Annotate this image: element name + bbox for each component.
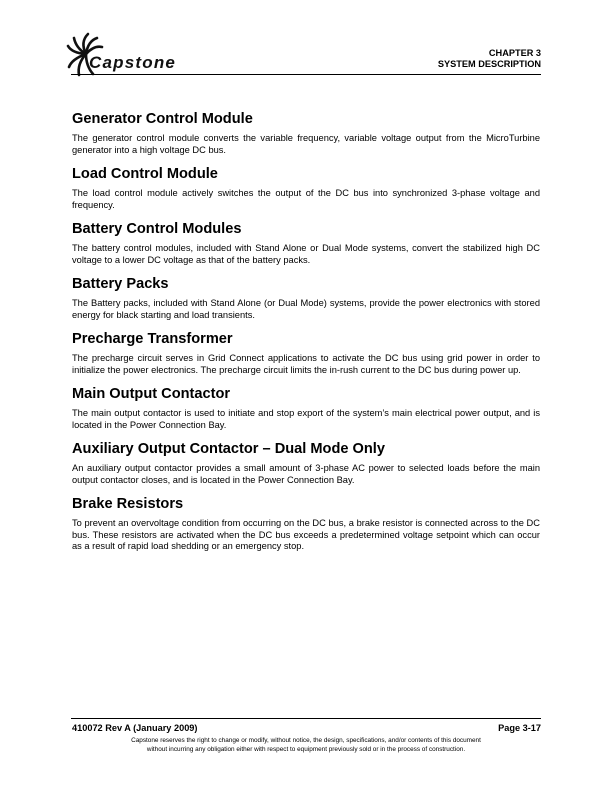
- chapter-header: [438, 48, 541, 70]
- section-heading: Precharge Transformer: [72, 331, 233, 347]
- chapter-title: SYSTEM DESCRIPTION: [437, 59, 541, 69]
- section-body: The main output contactor is used to initiate and stop export of the system’s main electrical power output, and is located in the Power Connection Bay.: [72, 408, 540, 430]
- section-heading: Generator Control Module: [72, 111, 253, 127]
- section-body: The precharge circuit serves in Grid Connect applications to activate the DC bus using grid power in order to initialize the power electronics. The precharge circuit limits the in-rush current to the DC bus during power up.: [72, 353, 540, 375]
- disclaimer-line: Capstone reserves the right to change or modify, without notice, the design, specifications, and/or contents of this document: [131, 737, 481, 744]
- header-divider: [71, 74, 541, 75]
- section-brake-resistors: [72, 496, 540, 553]
- page-content: [72, 111, 540, 563]
- section-main-output-contactor: [72, 386, 540, 431]
- section-heading: Brake Resistors: [72, 496, 184, 512]
- section-body: The battery control modules, included with Stand Alone or Dual Mode systems, convert the stabilized high DC voltage to a lower DC voltage as that of the battery packs.: [72, 243, 540, 265]
- section-auxiliary-output-contactor: [72, 441, 540, 486]
- section-body: An auxiliary output contactor provides a small amount of 3-phase AC power to selected loads before the main output contactor closes, and is located in the Power Connection Bay.: [72, 463, 540, 485]
- section-body: To prevent an overvoltage condition from occurring on the DC bus, a brake resistor is connected across to the DC bus. These resistors are activated when the DC bus exceeds a predetermined voltage setpoint which can occur as a result of rapid load shedding or an emergency stop.: [72, 518, 540, 551]
- section-body: The load control module actively switches the output of the DC bus into synchronized 3-phase voltage and frequency.: [72, 188, 540, 210]
- section-heading: Main Output Contactor: [72, 386, 231, 402]
- footer-disclaimer: [71, 737, 541, 754]
- section-generator-control-module: [72, 111, 540, 156]
- chapter-number: CHAPTER 3: [488, 48, 541, 58]
- page-number: Page 3-17: [498, 723, 541, 733]
- section-heading: Battery Control Modules: [72, 221, 242, 237]
- section-heading: Auxiliary Output Contactor – Dual Mode Only: [72, 441, 385, 457]
- section-heading: Load Control Module: [72, 166, 218, 182]
- section-battery-packs: [72, 276, 540, 321]
- document-id: 410072 Rev A (January 2009): [72, 723, 198, 733]
- section-body: The generator control module converts the variable frequency, variable voltage output from the MicroTurbine generator into a high voltage DC bus.: [72, 133, 540, 155]
- section-precharge-transformer: [72, 331, 540, 376]
- footer-divider: [71, 718, 541, 719]
- disclaimer-line: without incurring any obligation either with respect to equipment previously sold or in the process of construction.: [146, 745, 466, 753]
- capstone-logo: [66, 32, 206, 80]
- section-battery-control-modules: [72, 221, 540, 266]
- section-body: The Battery packs, included with Stand Alone (or Dual Mode) systems, provide the power electronics with stored energy for black starting and load transients.: [72, 298, 540, 320]
- section-load-control-module: [72, 166, 540, 211]
- section-heading: Battery Packs: [72, 276, 169, 292]
- logo-wordmark: Capstone: [89, 53, 177, 72]
